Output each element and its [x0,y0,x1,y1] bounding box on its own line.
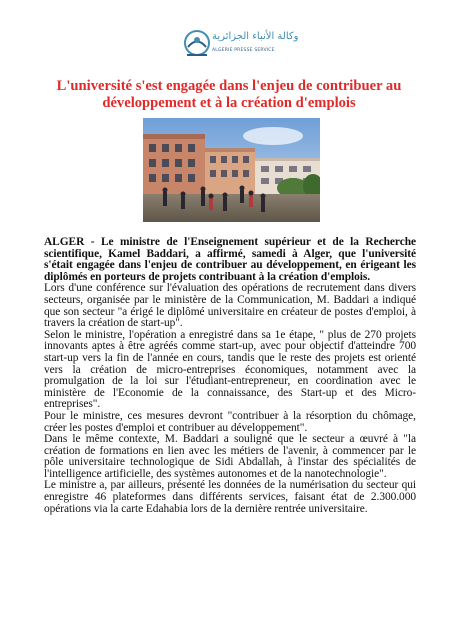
article-lead: ALGER - Le ministre de l'Enseignement supérieur et de la Recherche scientifique, Kamel Baddari, a affirmé, samedi à Alger, que l'université s'était engagée dans l'enjeu de contribuer au développement, en érigeant les diplômés en porteurs de projets contribuant à la création d'emplois. [44,236,416,283]
article-photo [143,118,320,222]
logo-name-arabic: وكالة الأنباء الجزائرية [212,31,299,42]
article-paragraph: Le ministre a, par ailleurs, présenté les données de la numérisation du secteur qui enregistre 46 plateformes dans différents services, faisant état de 2.300.000 opérations via la carte Edahabia lors de la dernière rentrée universitaire. [44,479,416,515]
article-paragraph: Selon le ministre, l'opération a enregistré dans sa 1e étape, " plus de 270 projets innovants aptes à être agréés comme start-up, avec pour objectif d'atteindre 700 start-up vers la fin de l'année en cours, tandis que le reste des projets est orienté vers la création de micro-entreprises économiques, notamment avec la promulgation de la loi sur l'étudiant-entrepreneur, en coordination avec le ministère de l'Economie de la connaissance, des Start-up et des Micro-entreprises". [44,328,416,411]
article-paragraph: Dans le même contexte, M. Baddari a souligné que le secteur a œuvré à "la création de formations en lien avec les métiers de l'avenir, à commencer par le pôle universitaire technologique de Sidi Abdallah, à l'instar des spécialités de l'intelligence artificielle, des systèmes autonomes et de la nanotechnologie". [44,433,416,480]
logo-name-english: ALGERIE PRESSE SERVICE [212,48,275,53]
article-body [44,237,416,515]
aps-emblem-icon [182,28,212,60]
article-headline: L'université s'est engagée dans l'enjeu de contribuer au développement et à la création d'emplois [56,78,402,111]
university-campus-photo [143,118,320,222]
aps-logo [182,28,299,64]
article-paragraph: Lors d'une conférence sur l'évaluation des opérations de recrutement dans divers secteurs, organisée par le ministère de la Communication, M. Baddari a indiqué que son secteur "a érigé le diplômé universitaire en créateur de postes d'emploi, à travers la création de start-up". [44,282,416,330]
article-paragraph: Pour le ministre, ces mesures devront "contribuer à la résorption du chômage, créer les postes d'emploi et contribuer au développement". [44,409,416,434]
